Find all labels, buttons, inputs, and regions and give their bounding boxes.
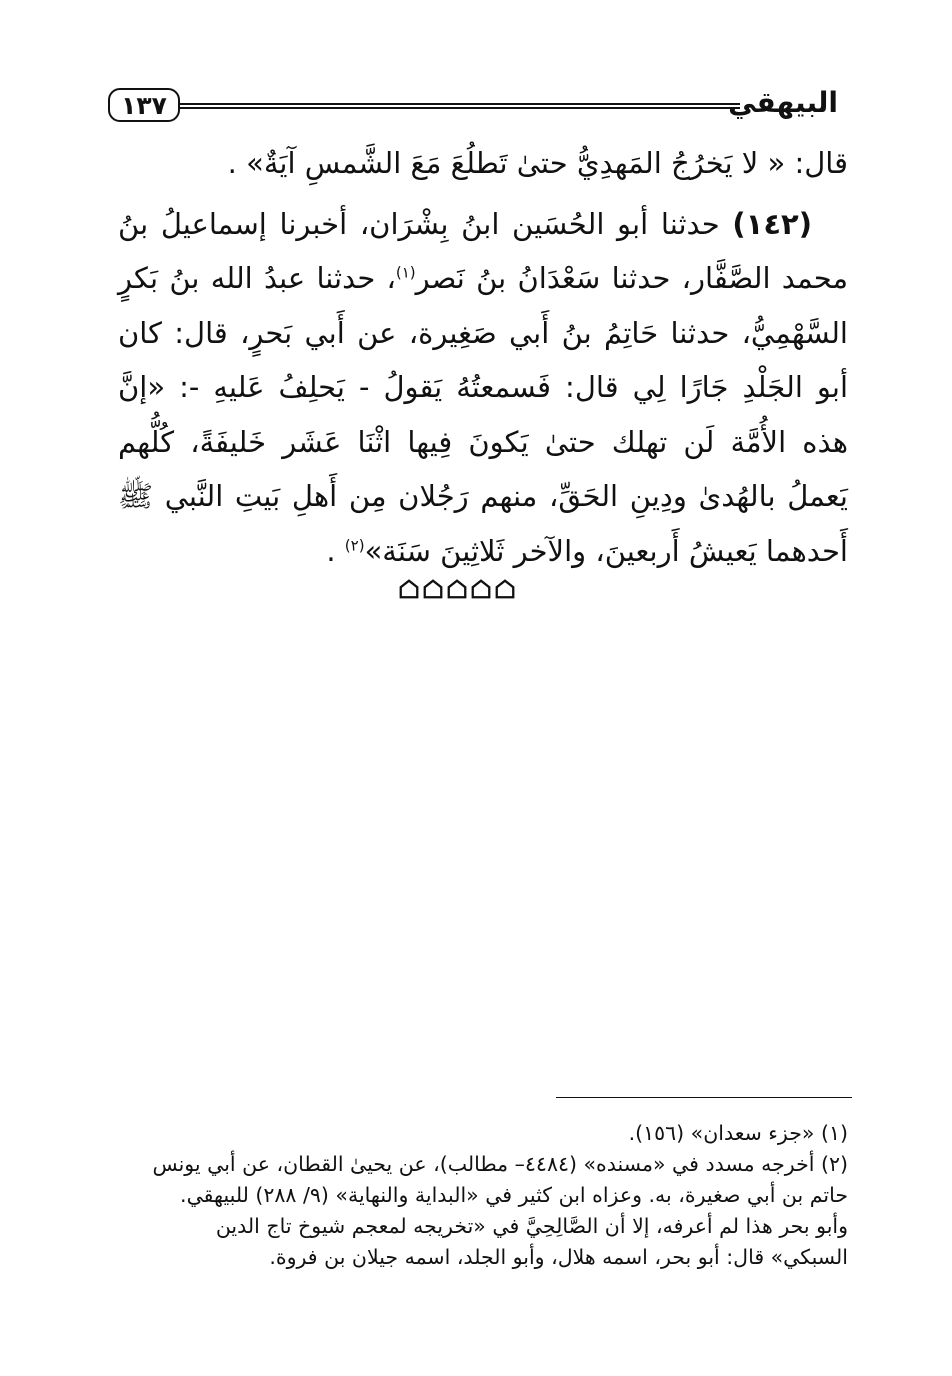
page-number: ١٣٧ [108,88,180,122]
footnote-ref-1[interactable]: (١) [395,263,416,282]
footnote-2-line-4: السبكي» قال: أبو بحر، اسمه هلال، وأبو الجلد، اسمه جيلان بن فروة. [269,1245,848,1269]
header-rule [180,103,740,109]
intro-line: قال: « لا يَخرُجُ المَهدِيُّ حتىٰ تَطلُعَ مَعَ الشَّمسِ آيَةٌ» . [227,146,848,180]
hadith-number: (١٤٢) [732,206,812,241]
arch-ornament-icon [446,578,468,600]
footnote-separator [556,1097,852,1098]
hadith-paragraph [118,197,848,579]
hadith-text-part-1: حدثنا أبو الحُسَين ابنُ بِشْرَان، أخبرنا إسماعيلُ بنُ محمد الصَّفَّار، حدثنا سَعْدَانُ بنُ نَصر [118,206,848,295]
hadith-text-part-2: ، حدثنا عبدُ الله بنُ بَكرٍ السَّهْمِيُّ، حدثنا حَاتِمُ بنُ أَبي صَغِيرة، عن أَبي بَحرٍ، قال: كان أبو الجَلْدِ جَارًا لِي قال: فَسمعتُهُ يَقولُ - يَحلِفُ عَليهِ -: «إنَّ هذه الأُمَّة لَن تهلك حتىٰ يَكونَ فِيها اثْنَا عَشَر خَليفَةً، كُلُّهم يَعملُ بالهُدىٰ ودِينِ الحَقِّ، منهم رَجُلان مِن أَهلِ بَيتِ النَّبي ﷺ أَحدهما يَعيشُ أَربعينَ، والآخر ثَلاثِينَ سَنَة» [118,261,848,568]
footnote-2-line-1: (٢) أخرجه مسدد في «مسنده» (٤٤٨٤– مطالب)، عن يحيىٰ القطان، عن أبي يونس [152,1152,848,1176]
footnote-2-line-3: وأبو بحر هذا لم أعرفه، إلا أن الصَّالِحِيَّ في «تخريجه لمعجم شيوخ تاج الدين [215,1214,848,1238]
footnotes [118,1118,848,1273]
footnote-1: (١) «جزء سعدان» (١٥٦). [628,1121,848,1145]
main-text [118,136,848,578]
arch-ornament-icon [470,578,492,600]
arch-ornament-icon [422,578,444,600]
footnote-ref-2[interactable]: (٢) [344,535,365,554]
section-divider-ornament [398,578,528,608]
hadith-end: . [326,533,345,568]
arch-ornament-icon [398,578,420,600]
page-header [108,86,838,128]
running-title: البيهقي [728,86,838,119]
footnote-2-line-2: حاتم بن أبي صغيرة، به. وعزاه ابن كثير في «البداية والنهاية» (٩/ ٢٨٨) للبيهقي. [180,1183,848,1207]
arch-ornament-icon [494,578,516,600]
